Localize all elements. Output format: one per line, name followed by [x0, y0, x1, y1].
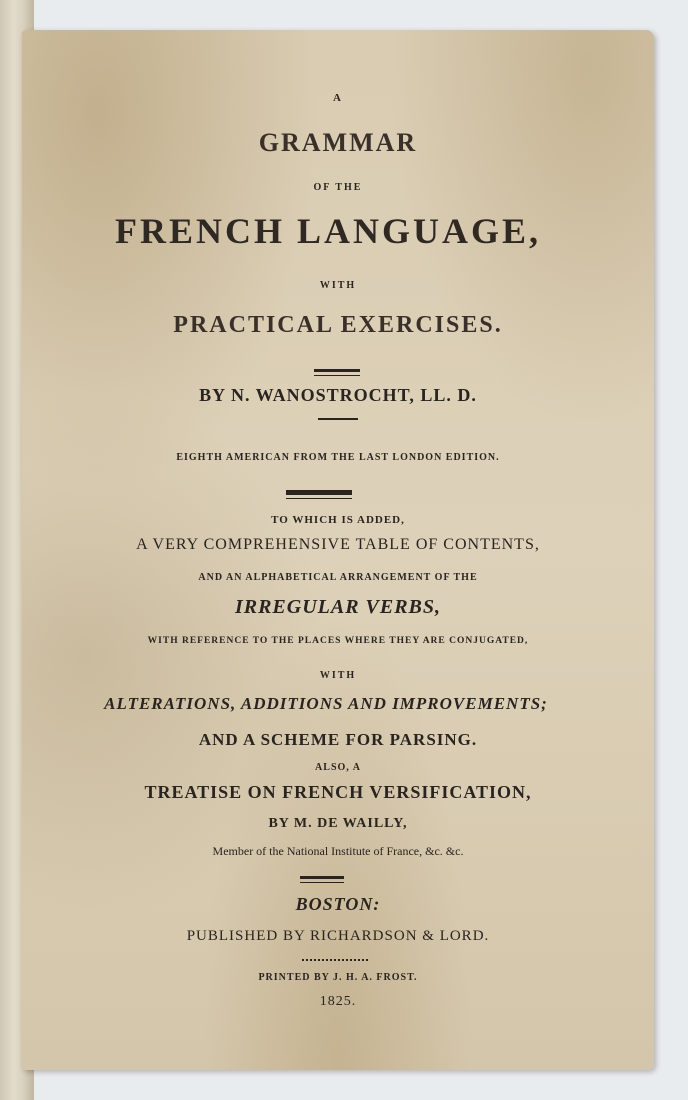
double-rule-top-2 — [314, 375, 360, 376]
title-grammar: GRAMMAR — [258, 128, 418, 157]
publisher-line: PUBLISHED BY RICHARDSON & LORD. — [186, 928, 490, 944]
city-line: BOSTON: — [295, 894, 381, 914]
title-of-the: OF THE — [313, 182, 363, 193]
alterations-line: ALTERATIONS, ADDITIONS AND IMPROVEMENTS; — [104, 694, 548, 713]
title-practical-exercises: PRACTICAL EXERCISES. — [173, 312, 503, 338]
reference-line: WITH REFERENCE TO THE PLACES WHERE THEY ARE CONJUGATED, — [147, 636, 529, 646]
title-article: A — [333, 92, 343, 104]
title-french-language: FRENCH LANGUAGE, — [114, 211, 542, 251]
title-page — [22, 30, 654, 1070]
irregular-verbs-line: IRREGULAR VERBS, — [234, 596, 442, 618]
edition-line: EIGHTH AMERICAN FROM THE LAST LONDON EDITION. — [176, 452, 500, 463]
year-line: 1825. — [319, 994, 357, 1009]
title-with: WITH — [319, 280, 357, 291]
added-intro: TO WHICH IS ADDED, — [271, 514, 405, 526]
scheme-line: AND A SCHEME FOR PARSING. — [198, 730, 478, 749]
treatise-author-line: BY M. DE WAILLY, — [268, 816, 408, 831]
author-line: BY N. WANOSTROCHT, LL. D. — [199, 385, 477, 405]
printer-line: PRINTED BY J. H. A. FROST. — [258, 972, 418, 983]
member-line: Member of the National Institute of France, &c. &c. — [212, 844, 464, 858]
table-of-contents-line: A VERY COMPREHENSIVE TABLE OF CONTENTS, — [136, 536, 540, 553]
rule-under-author — [318, 418, 358, 420]
also-line: ALSO, A — [315, 762, 361, 773]
alphabetical-line: AND AN ALPHABETICAL ARRANGEMENT OF THE — [198, 572, 478, 583]
dotted-rule — [302, 959, 368, 961]
with-line-2: WITH — [319, 670, 357, 681]
rule-above-city — [300, 876, 344, 879]
treatise-line: TREATISE ON FRENCH VERSIFICATION, — [144, 782, 532, 802]
thick-rule — [286, 490, 352, 495]
double-rule-top — [314, 369, 360, 372]
rule-above-city-2 — [300, 882, 344, 883]
thick-rule-2 — [286, 498, 352, 499]
